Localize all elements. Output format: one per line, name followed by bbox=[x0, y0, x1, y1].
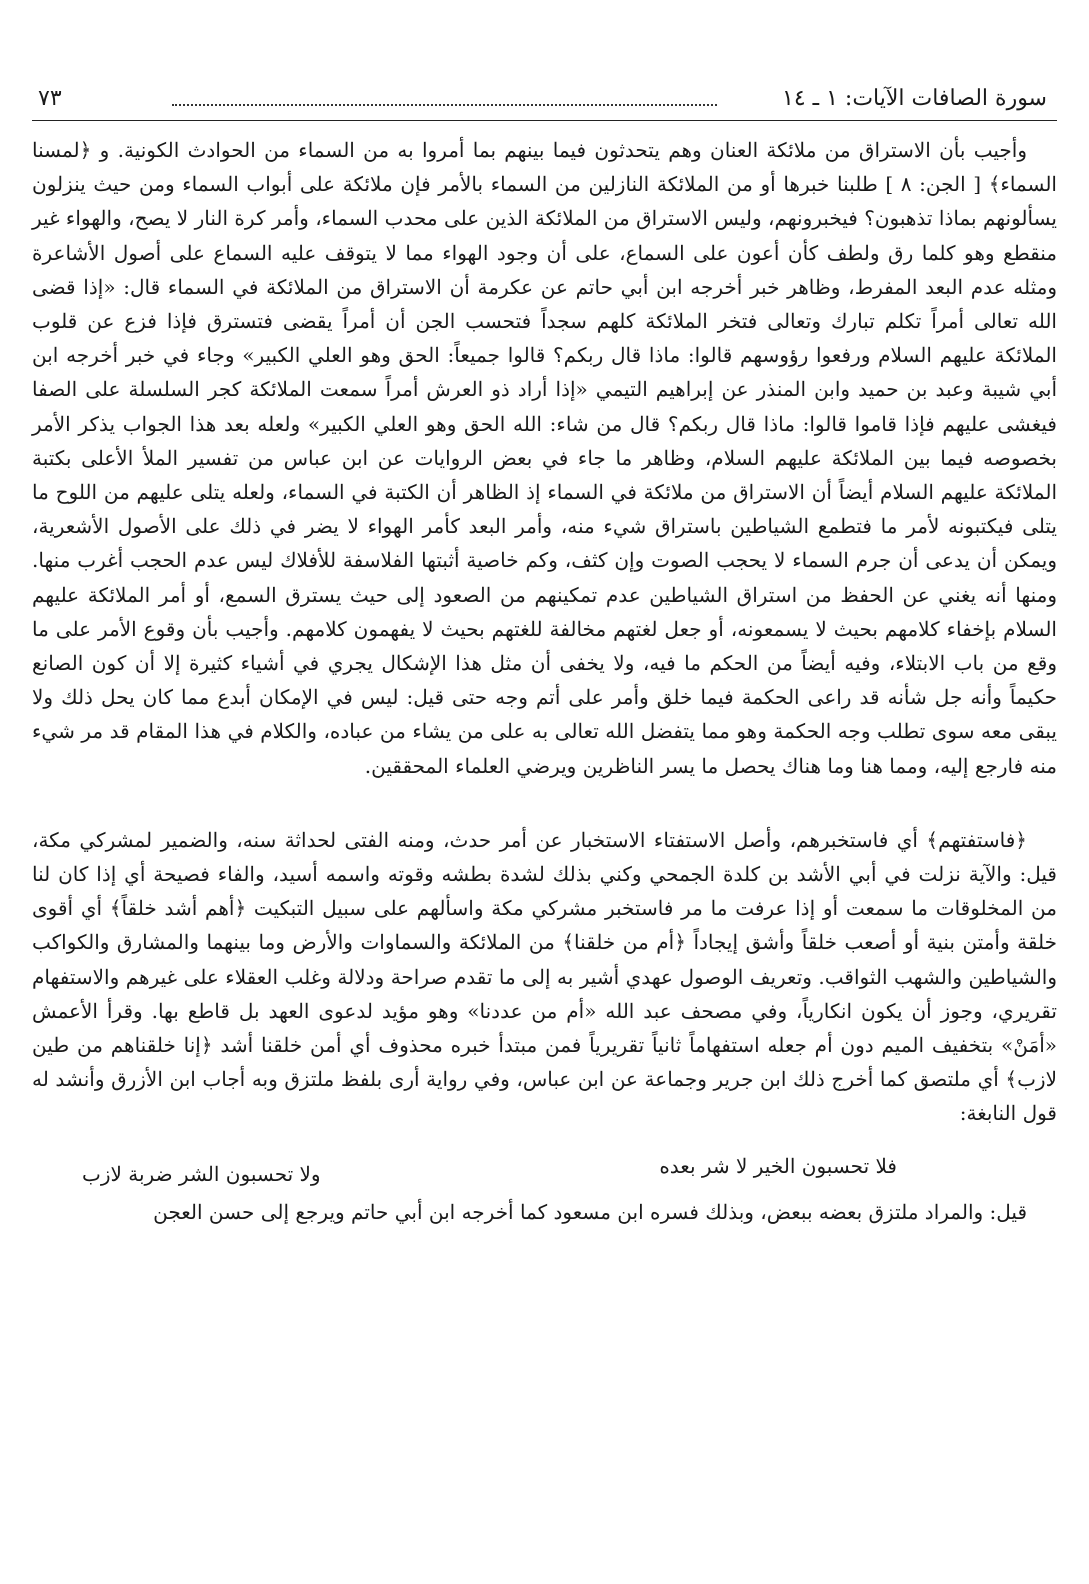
paragraph-3: قيل: والمراد ملتزق بعضه ببعض، وبذلك فسره ابن مسعود كما أخرجه ابن أبي حاتم ويرجع إلى حسن العجن bbox=[153, 1199, 1027, 1224]
paragraph-2: ﴿فاستفتهم﴾ أي فاستخبرهم، وأصل الاستفتاء الاستخبار عن أمر حدث، ومنه الفتى لحداثة سنه، والضمير لمشركي مكة، قيل: والآية نزلت في أبي الأشد بن كلدة الجمحي وكني بذلك لشدة بطشه وقوته واسمه أسيد، والفاء فصيحة أي إذا كان لنا من المخلوقات ما سمعت أو إذا عرفت ما مر فاستخبر مشركي مكة واسألهم على سبيل التبكيت ﴿أهم أشد خلقاً﴾ أي أقوى خلقة وأمتن بنية أو أصعب خلقاً وأشق إيجاداً ﴿أم من خلقنا﴾ من الملائكة والسماوات والأرض وما بينهما والمشارق والكواكب والشياطين والشهب الثواقب. وتعريف الوصول عهدي أشير به إلى ما تقدم صراحة ودلالة وغلب العقلاء على غيرهم والاستفهام تقريري، وجوز أن يكون انكارياً، وفي مصحف عبد الله «أم من عددنا» وهو مؤيد لدعوى العهد بل قاطع بها. وقرأ الأعمش «أمَنْ» بتخفيف الميم دون أم جعله استفهاماً ثانياً تقريرياً فمن مبتدأ خبره محذوف أي أمن خلقنا أشد ﴿إنا خلقناهم من طين لازب﴾ أي ملتصق كما أخرج ذلك ابن جرير وجماعة عن ابن عباس، وفي رواية أرى بلفظ ملتزق وبه أجاب ابن الأزرق وأنشد له قول النابغة: bbox=[32, 827, 1057, 1126]
section-gap bbox=[32, 783, 1057, 823]
page-body bbox=[32, 133, 1057, 1229]
chapter-title: سورة الصافات الآيات: ١ ـ ١٤ bbox=[782, 86, 1047, 111]
paragraph-1: وأجيب بأن الاستراق من ملائكة العنان وهم يتحدثون فيما بينهم بما أمروا به من السماء من الحوادث الكونية. و ﴿لمسنا السماء﴾ [ الجن: ٨ ] طلبنا خبرها أو من الملائكة النازلين من السماء بالأمر فإن ملائكة على أبواب السماء ومن حيث ينزلون يسألونهم بماذا تذهبون؟ فيخبرونهم، وليس الاستراق من الملائكة الذين على محدب السماء، وأمر كرة النار لا يصح، والهواء غير منقطع وهو كلما رق ولطف كأن أعون على السماع، على أن وجود الهواء مما لا يتوقف عليه السماع على أصول الأشاعرة ومثله عدم البعد المفرط، وظاهر خبر أخرجه ابن أبي حاتم عن عكرمة أن الاستراق من الملائكة في السماء قال: «إذا قضى الله تعالى أمراً تكلم تبارك وتعالى فتخر الملائكة كلهم سجداً فتحسب الجن أن أمراً يقضى فتسترق فإذا فزع عن قلوب الملائكة عليهم السلام ورفعوا رؤوسهم قالوا: ماذا قال ربكم؟ قالوا جميعاً: الحق وهو العلي الكبير» وجاء في خبر أخرجه ابن أبي شيبة وعبد بن حميد وابن المنذر عن إبراهيم التيمي «إذا أراد ذو العرش أمراً سمعت الملائكة كجر السلسلة على الصفا فيغشى عليهم فإذا قاموا قالوا: ماذا قال ربكم؟ قال من شاء: الله الحق وهو العلي الكبير» ولعله بعد هذا الجواب يذكر الأمر بخصوصه فيما بين الملائكة عليهم السلام، وظاهر ما جاء في بعض الروايات عن ابن عباس من تفسير الملأ الأعلى بكتبة الملائكة عليهم السلام أيضاً أن الاستراق من ملائكة في السماء إذ الظاهر أن الكتبة في السماء، ولعله يتلى عليهم من اللوح ما يتلى فيكتبونه لأمر ما فتطمع الشياطين باستراق شيء منه، وأمر البعد كأمر الهواء لا يضر في ذلك على الأصول الأشعرية، ويمكن أن يدعى أن جرم السماء لا يحجب الصوت وإن كثف، وكم خاصية أثبتها الفلاسفة للأفلاك ليس عدم الحجب أغرب منها. ومنها أنه يغني عن الحفظ من استراق الشياطين عدم تمكينهم من الصعود إلى حيث يسترق السمع، أو أمر الملائكة عليهم السلام بإخفاء كلامهم بحيث لا يسمعونه، أو جعل لغتهم مخالفة للغتهم بحيث لا يفهمون كلامهم. وأجيب بأن وقوع الأمر على ما وقع من باب الابتلاء، وفيه أيضاً من الحكم ما فيه، ولا يخفى أن مثل هذا الإشكال يجري في أشياء كثيرة إلا أن كون الصانع حكيماً وأنه جل شأنه قد راعى الحكمة فيما خلق وأمر على أتم وجه حتى قيل: ليس في الإمكان أبدع مما كان يحل ذلك ولا يبقى معه سوى تطلب وجه الحكمة وهو مما يتفضل الله تعالى به على من يشاء من عباده، والكلام في هذا المقام قد مر شيء منه فارجع إليه، ومما هنا وما هناك يحصل ما يسر الناظرين ويرضي العلماء المحققين. bbox=[32, 138, 1057, 778]
page-number: ٧٣ bbox=[38, 86, 62, 111]
running-header bbox=[32, 80, 1057, 121]
book-page bbox=[32, 0, 1057, 1584]
poem-verse bbox=[32, 1135, 1057, 1195]
poem-first-hemistich: فلا تحسبون الخير لا شر بعده bbox=[659, 1153, 897, 1178]
leader-dots bbox=[172, 104, 717, 106]
poem-second-hemistich: ولا تحسبون الشر ضربة لازب bbox=[82, 1161, 321, 1186]
